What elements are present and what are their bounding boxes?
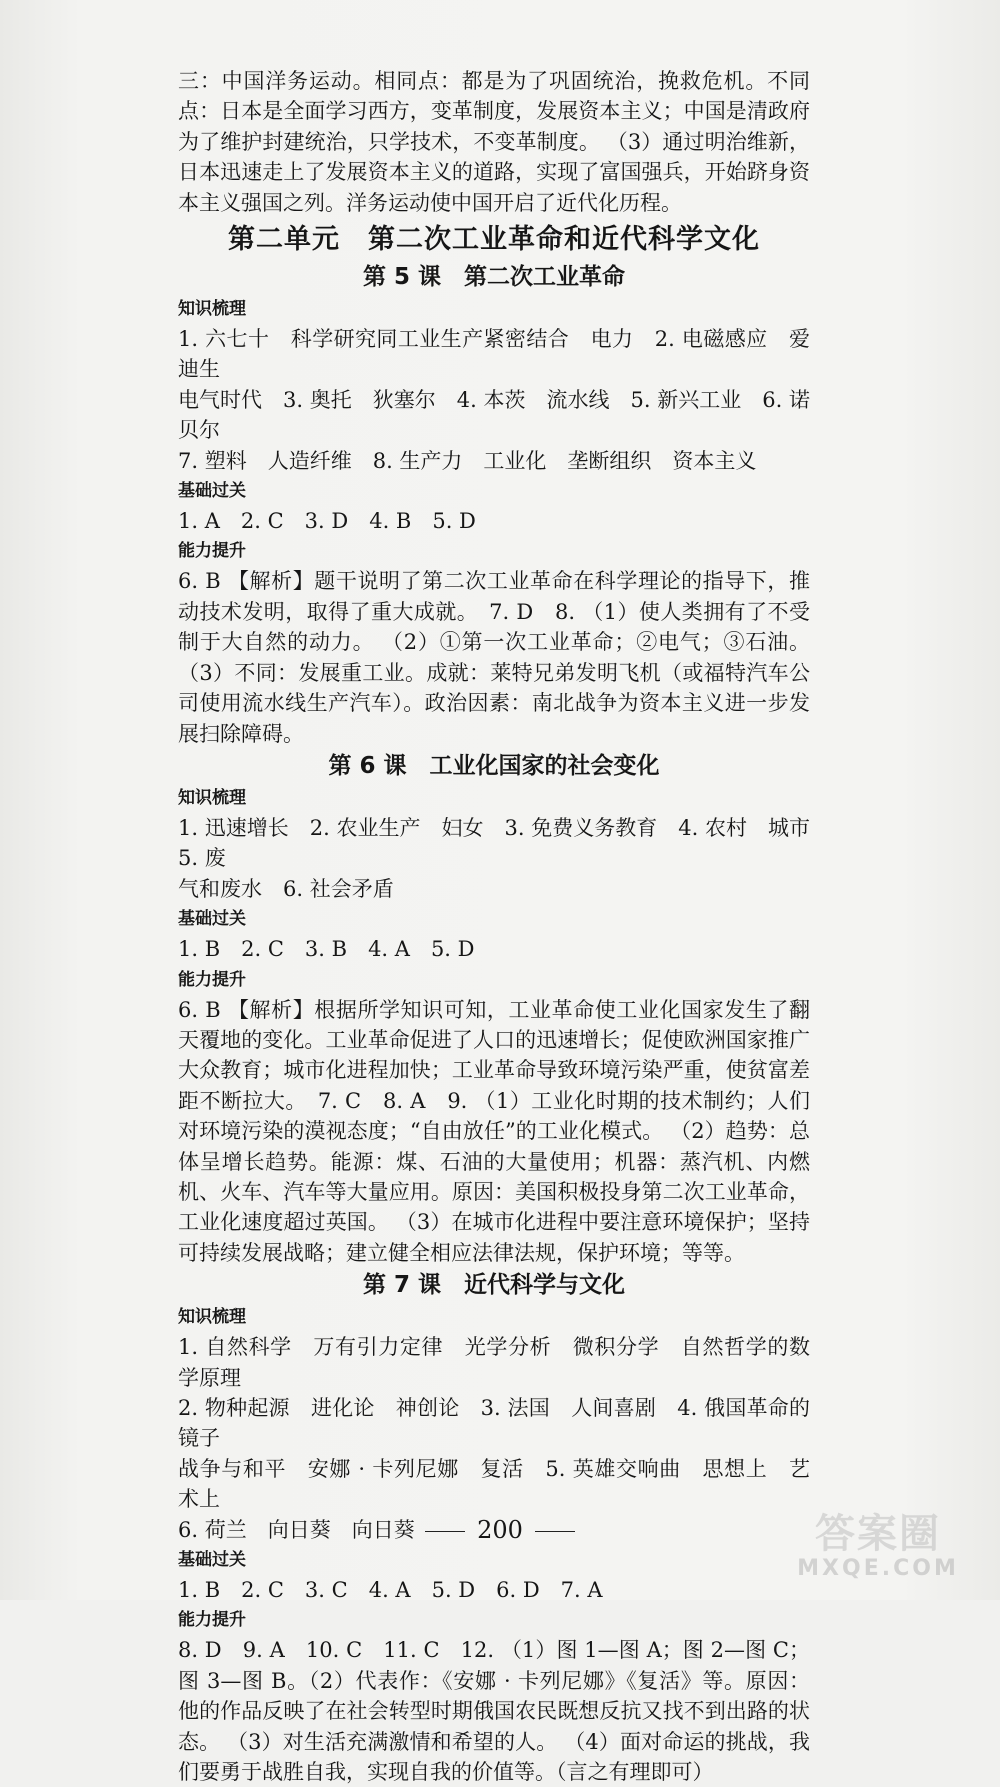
- knowledge-label: 知识梳理: [178, 299, 246, 320]
- lesson-5: [178, 260, 810, 749]
- knowledge-line: 1. 自然科学 万有引力定律 光学分析 微积分学 自然哲学的数学原理: [178, 1335, 810, 1390]
- lesson-title: 第 7 课 近代科学与文化: [362, 1272, 626, 1299]
- advanced-text: 8. D 9. A 10. C 11. C 12. （1）图 1—图 A；图 2—图 C；图 3—图 B。（2）代表作：《安娜 · 卡列尼娜》《复活》等。原因：他的作品反映了在社会转型时期俄国农民既想反抗又找不到出路的状态。 （3）对生活充满激情和希望的人。 （4）面对命运的挑战，我们要勇于战胜自我，实现自我的价值等。（言之有理即可）: [178, 1638, 810, 1785]
- dash-left: [425, 1531, 465, 1532]
- advanced-text: 6. B 【解析】根据所学知识可知，工业革命使工业化国家发生了翻天覆地的变化。工业革命促进了人口的迅速增长；促使欧洲国家推广大众教育；城市化进程加快；工业革命导致环境污染严重，使贫富差距不断拉大。 7. C 8. A 9. （1）工业化时期的技术制约；人们对环境污染的漠视态度；“自由放任”的工业化模式。 （2）趋势：总体呈增长趋势。能源：煤、石油的大量使用；机器：蒸汽机、内燃机、火车、汽车等大量应用。原因：美国积极投身第二次工业革命，工业化速度超过英国。 （3）在城市化进程中要注意环境保护；坚持可持续发展战略；建立健全相应法律法规，保护环境；等等。: [178, 997, 810, 1265]
- advanced-label: 能力提升: [178, 541, 246, 562]
- knowledge-label: 知识梳理: [178, 1307, 246, 1328]
- advanced-label: 能力提升: [178, 969, 246, 990]
- basic-answers: 1. B 2. C 3. B 4. A 5. D: [178, 937, 475, 962]
- unit-title: 第二单元 第二次工业革命和近代科学文化: [228, 224, 760, 256]
- knowledge-line: 1. 迅速增长 2. 农业生产 妇女 3. 免费义务教育 4. 农村 城市 5. 废: [178, 815, 831, 871]
- knowledge-label: 知识梳理: [178, 787, 246, 808]
- knowledge-line: 2. 物种起源 进化论 神创论 3. 法国 人间喜剧 4. 俄国革命的镜子: [178, 1396, 810, 1451]
- basic-label: 基础过关: [178, 909, 246, 930]
- watermark-cn: 答案圈: [815, 1511, 941, 1557]
- basic-label: 基础过关: [178, 1550, 246, 1571]
- dash-right: [535, 1531, 575, 1532]
- site-watermark: [778, 1512, 978, 1592]
- knowledge-line: 气和废水 6. 社会矛盾: [178, 876, 394, 901]
- basic-label: 基础过关: [178, 481, 246, 502]
- intro-paragraph: 三：中国洋务运动。相同点：都是为了巩固统治，挽救危机。不同点：日本是全面学习西方，变革制度，发展资本主义；中国是清政府为了维护封建统治，只学技术，不变革制度。 （3）通过明治维新，日本迅速走上了发展资本主义的道路，实现了富国强兵，开始跻身资本主义强国之列。洋务运动使中国开启了近代化历程。: [178, 69, 810, 215]
- watermark-en: MXQE.COM: [797, 1556, 959, 1581]
- lesson-title: 第 5 课 第二次工业革命: [362, 264, 626, 291]
- knowledge-line: 7. 塑料 人造纤维 8. 生产力 工业化 垄断组织 资本主义: [178, 448, 757, 473]
- advanced-label: 能力提升: [178, 1610, 246, 1631]
- knowledge-line: 战争与和平 安娜 · 卡列尼娜 复活 5. 英雄交响曲 思想上 艺术上: [178, 1456, 810, 1512]
- knowledge-line: 6. 荷兰 向日葵 向日葵: [178, 1517, 415, 1542]
- knowledge-line: 电气时代 3. 奥托 狄塞尔 4. 本茨 流水线 5. 新兴工业 6. 诺贝尔: [178, 387, 810, 443]
- lesson-title: 第 6 课 工业化国家的社会变化: [328, 752, 660, 779]
- lesson-6: [178, 749, 831, 1268]
- advanced-text: 6. B 【解析】题干说明了第二次工业革命在科学理论的指导下，推动技术发明，取得了重大成就。 7. D 8. （1）使人类拥有了不受制于大自然的动力。 （2）①第一次工业革命；②电气；③石油。 （3）不同：发展重工业。成就：莱特兄弟发明飞机（或福特汽车公司使用流水线生产汽车）。政治因素：南北战争为资本主义进一步发展扫除障碍。: [178, 569, 810, 746]
- knowledge-line: 1. 六七十 科学研究同工业生产紧密结合 电力 2. 电磁感应 爱迪生: [178, 327, 810, 382]
- page-number-value: 200: [477, 1516, 523, 1544]
- basic-answers: 1. B 2. C 3. C 4. A 5. D 6. D 7. A: [178, 1578, 603, 1603]
- basic-answers: 1. A 2. C 3. D 4. B 5. D: [178, 509, 476, 534]
